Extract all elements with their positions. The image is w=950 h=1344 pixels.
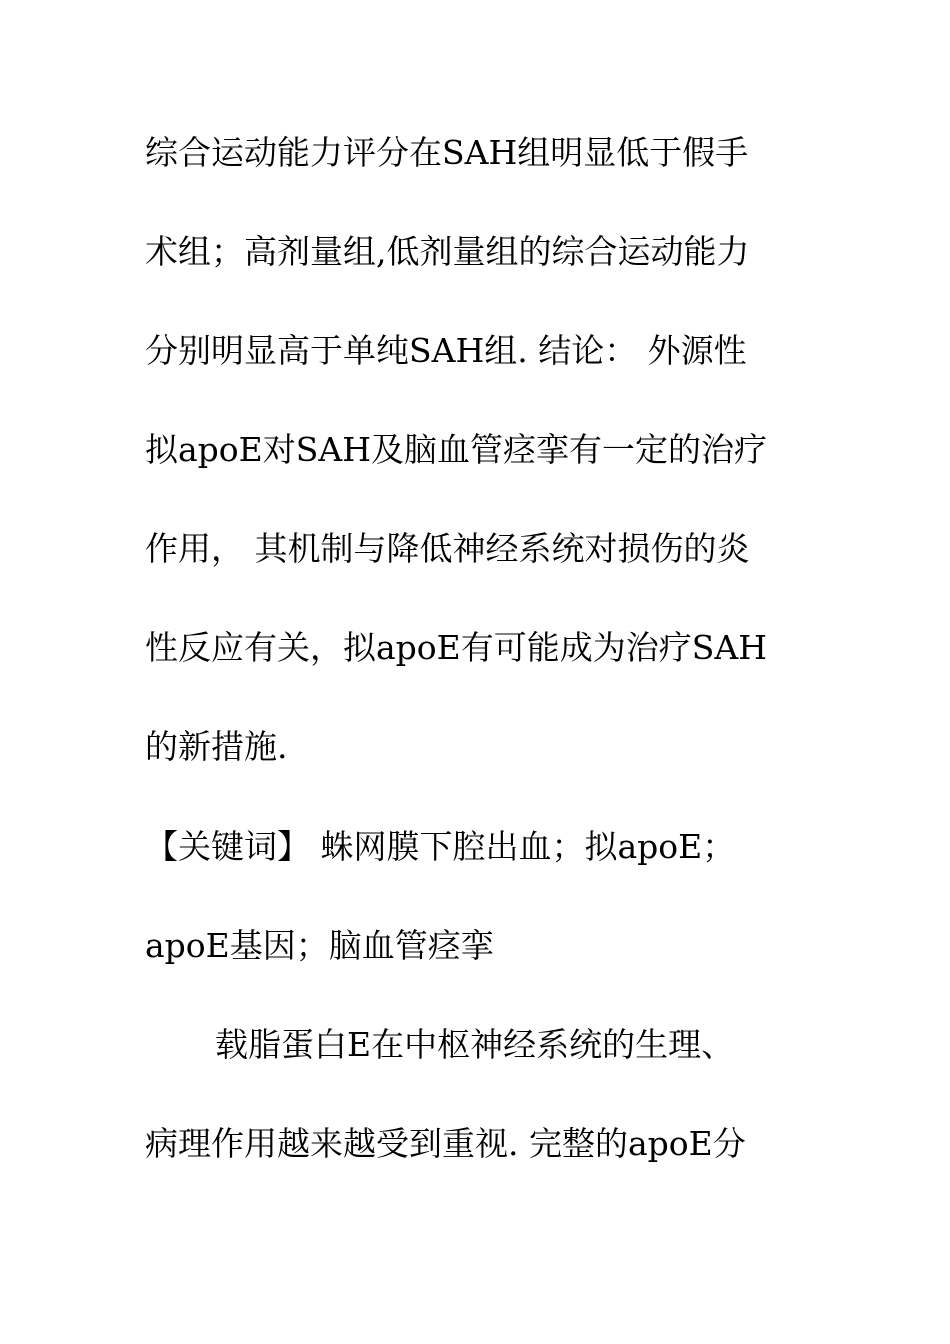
abstract-line-7: 的新措施. [145,727,288,766]
abstract-line-2: 术组；高剂量组,低剂量组的综合运动能力 [145,232,750,271]
body-paragraph-line-1: 载脂蛋白E在中枢神经系统的生理、 [215,1025,735,1064]
abstract-line-6: 性反应有关，拟apoE有可能成为治疗SAH [145,628,767,667]
abstract-line-1: 综合运动能力评分在SAH组明显低于假手 [145,133,749,172]
abstract-line-4: 拟apoE对SAH及脑血管痉挛有一定的治疗 [145,430,767,469]
keywords-line-2: apoE基因；脑血管痉挛 [145,926,494,965]
body-paragraph-line-2: 病理作用越来越受到重视. 完整的apoE分 [145,1124,746,1163]
abstract-line-3: 分别明显高于单纯SAH组. 结论： 外源性 [145,331,747,370]
keywords-line-1: 【关键词】 蛛网膜下腔出血；拟apoE； [145,827,736,866]
abstract-line-5: 作用， 其机制与降低神经系统对损伤的炎 [145,529,750,568]
